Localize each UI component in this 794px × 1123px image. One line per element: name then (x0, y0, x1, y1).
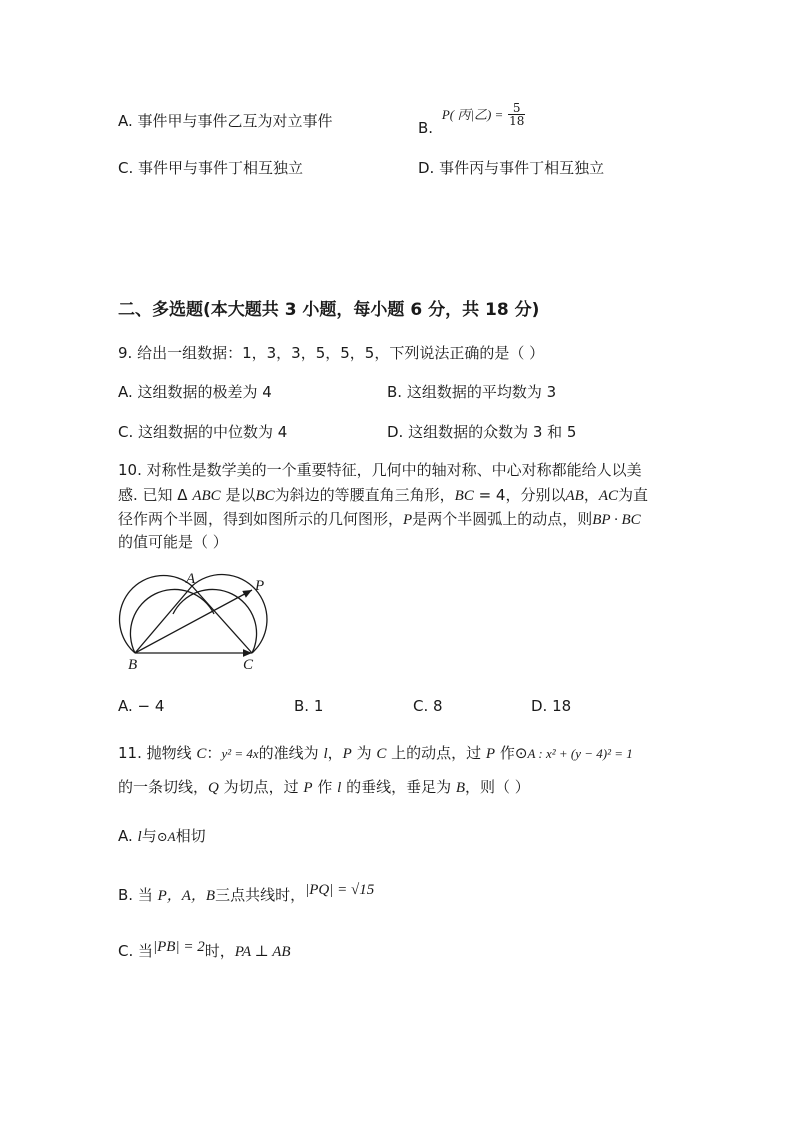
q8-option-b-expr: P( 丙|乙) = (441, 106, 504, 122)
text: 上的动点，过 (386, 744, 486, 762)
q8-option-b-label: B. (418, 118, 434, 137)
math-c: C (376, 746, 387, 762)
text: 为切点，过 (218, 778, 304, 796)
q10-line-2 (118, 484, 648, 505)
math-bc: BC (454, 488, 474, 504)
q11-line-2 (118, 776, 530, 797)
math-parabola: y² = 4x (221, 746, 259, 761)
math-p: P (303, 780, 313, 796)
fraction-denominator: 18 (509, 114, 525, 128)
text: 感. 已知 Δ (118, 486, 193, 504)
math-p: P (485, 746, 496, 762)
text: 的准线为 (258, 744, 324, 762)
text: ，则（ ） (465, 778, 530, 796)
q10-option-d: D. 18 (531, 697, 572, 715)
q11-option-b (118, 884, 374, 905)
math-l: l (137, 829, 142, 845)
q10-line-1: 10. 对称性是数学美的一个重要特征，几何中的轴对称、中心对称都能给人以美 (118, 461, 642, 479)
fig-label-p: P (255, 578, 265, 594)
section-title: 二、多选题(本大题共 3 小题，每小题 6 分，共 18 分) (118, 300, 540, 320)
text: 是两个半圆弧上的动点，则 (412, 510, 593, 528)
math-abc: ABC (192, 488, 221, 504)
math-pb-length: |PB| = 2 (153, 939, 205, 955)
text: 的一条切线， (118, 778, 209, 796)
text: A. (118, 827, 138, 845)
text: 相切 (175, 827, 206, 845)
text: = 4，分别以 (473, 486, 566, 504)
q10-option-c: C. 8 (413, 697, 443, 715)
text: ， (327, 744, 343, 762)
q8-option-c: C. 事件甲与事件丁相互独立 (118, 159, 304, 177)
math-circle-a: ⊙A (156, 829, 176, 844)
text: C. 当 (118, 942, 154, 960)
text: 是以 (220, 486, 256, 504)
q9-option-d: D. 这组数据的众数为 3 和 5 (387, 423, 577, 441)
text: 与 (141, 827, 157, 845)
vector-bp (135, 590, 252, 653)
text: 为 (351, 744, 377, 762)
q10-option-b: B. 1 (294, 697, 324, 715)
text: 三点共线时， (215, 886, 306, 904)
math-ac: AC (598, 488, 618, 504)
math-p: P (342, 746, 352, 762)
math-bc: BC (255, 488, 275, 504)
q10-line-4: 的值可能是（ ） (118, 533, 228, 551)
q10-figure (118, 570, 278, 672)
fig-label-a: A (186, 571, 196, 587)
math-b: B (455, 780, 466, 796)
math-ab: AB (565, 488, 584, 504)
fraction-numerator: 5 (508, 102, 525, 115)
q9-option-c: C. 这组数据的中位数为 4 (118, 423, 288, 441)
text: 为直 (618, 486, 649, 504)
q8-option-b-fraction (508, 102, 525, 127)
math-vector-product: BP · BC (592, 512, 641, 528)
math-p: P (403, 512, 413, 528)
math-l: l (337, 780, 342, 796)
text: ， (583, 486, 599, 504)
q11-line-1 (118, 742, 633, 763)
circle-symbol: ⊙ (514, 744, 528, 762)
text: 为斜边的等腰直角三角形， (274, 486, 455, 504)
q9-option-b: B. 这组数据的平均数为 3 (387, 383, 557, 401)
fig-label-c: C (243, 657, 254, 672)
text: 作 (312, 778, 338, 796)
q10-line-3 (118, 508, 641, 529)
math-pq-length: |PQ| = √15 (305, 882, 375, 898)
q8-option-a: A. 事件甲与事件乙互为对立事件 (118, 112, 333, 130)
math-points: P，A，B (157, 888, 216, 904)
text: 径作两个半圆，得到如图所示的几何图形， (118, 510, 404, 528)
segment-ac (192, 586, 252, 653)
text: 11. 抛物线 (118, 744, 197, 762)
text: 作 (495, 744, 515, 762)
math-circle-equation: A : x² + (y − 4)² = 1 (527, 746, 633, 761)
q11-option-a (118, 825, 206, 846)
q8-option-d: D. 事件丙与事件丁相互独立 (418, 159, 605, 177)
math-perpendicular: PA ⊥ AB (234, 944, 291, 960)
text: ： (206, 744, 222, 762)
text: 时， (204, 942, 235, 960)
q10-option-a: A. − 4 (118, 697, 165, 715)
fig-label-b: B (128, 657, 138, 672)
math-q: Q (208, 780, 219, 796)
math-l: l (323, 746, 328, 762)
q9-stem: 9. 给出一组数据：1，3，3，5，5，5，下列说法正确的是（ ） (118, 344, 545, 362)
q9-option-a: A. 这组数据的极差为 4 (118, 383, 272, 401)
text: 的垂线，垂足为 (341, 778, 456, 796)
q8-option-b (418, 101, 525, 137)
text: B. 当 (118, 886, 158, 904)
math-c: C (196, 746, 207, 762)
q11-option-c (118, 940, 291, 961)
segment-ba (135, 586, 192, 653)
